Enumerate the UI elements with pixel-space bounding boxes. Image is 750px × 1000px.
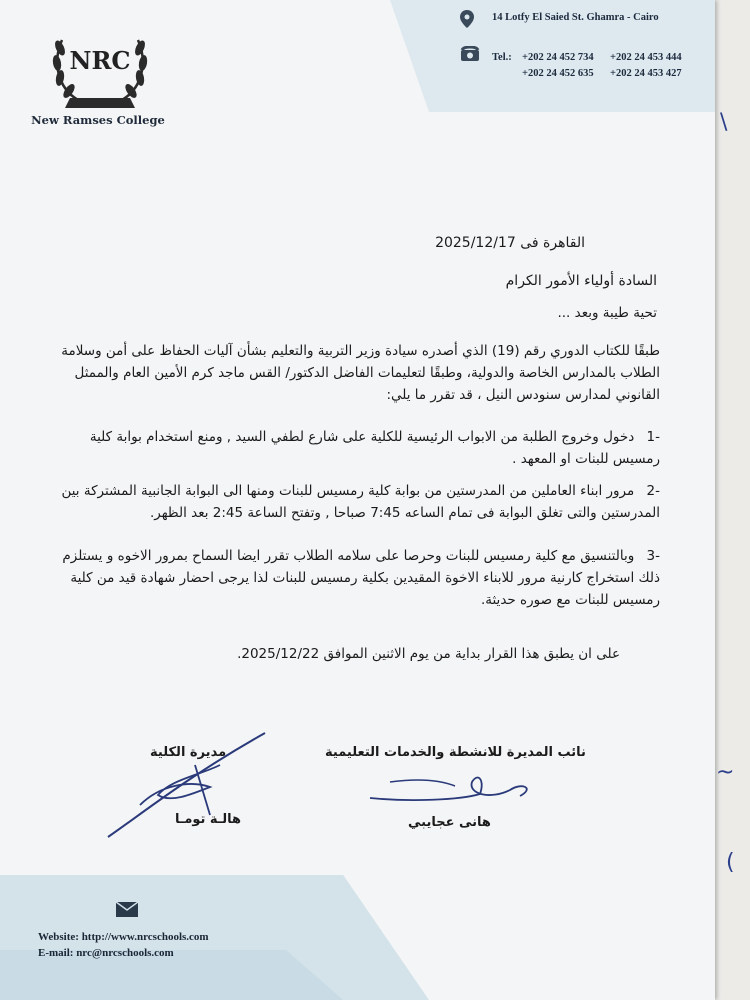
principal-name: هالـة تومـا <box>175 812 242 827</box>
telephone-icon <box>460 46 480 62</box>
phone-number: +202 24 452 635 <box>522 68 594 79</box>
college-name: New Ramses College <box>31 113 165 127</box>
item-text: وبالتنسيق مع كلية رمسيس للبنات وحرصا على سلامه الطلاب تقرر ايضا السماح بمرور الاخوه و يستلزم ذلك استخراج كارنية مرور للابناء الاخوة المقيدين بكلية رمسيس للبنات لذا يرجى احضار شهادة قيد من كلية رمسيس للبنات مع صوره حديثة. <box>62 548 660 608</box>
principal-signature <box>100 725 275 845</box>
item-number: -1 <box>646 429 660 445</box>
phone-number: +202 24 453 444 <box>610 52 682 63</box>
envelope-icon <box>116 902 138 917</box>
handwriting-mark: ~ <box>716 760 735 785</box>
greeting: تحية طيبة وبعد ... <box>557 305 657 321</box>
letter-date: القاهرة فى 2025/12/17 <box>435 235 585 251</box>
item-number: -3 <box>646 548 660 564</box>
tel-label: Tel.: <box>492 52 512 63</box>
item-text: دخول وخروج الطلبة من الابواب الرئيسية للكلية على شارع لطفي السيد , ومنع استخدام بوابة كلية رمسيس للبنات او المعهد . <box>89 429 660 467</box>
salutation: السادة أولياء الأمور الكرام <box>505 273 657 289</box>
list-item <box>55 545 660 611</box>
list-item <box>55 426 660 470</box>
closing-line: على ان يطبق هذا القرار بداية من يوم الاثنين الموافق 2025/12/22. <box>237 646 620 662</box>
location-pin-icon <box>460 10 474 28</box>
handwriting-mark: \ <box>720 110 728 135</box>
address: 14 Lotfy El Saied St. Ghamra - Cairo <box>492 12 659 23</box>
phone-number: +202 24 452 734 <box>522 52 594 63</box>
logo-text: NRC <box>69 46 131 75</box>
item-number: -2 <box>646 483 660 499</box>
email: E-mail: nrc@nrcschools.com <box>38 947 174 959</box>
phone-number: +202 24 453 427 <box>610 68 682 79</box>
vice-principal-signature <box>360 760 540 815</box>
vice-principal-title: نائب المديرة للانشطة والخدمات التعليمية <box>325 745 586 760</box>
principal-title: مديرة الكلية <box>150 745 227 760</box>
handwriting-mark: ( <box>726 850 735 875</box>
intro-paragraph: طبقًا للكتاب الدوري رقم (19) الذي أصدره سيادة وزير التربية والتعليم بشأن آليات الحفاظ على أمن وسلامة الطلاب بالمدارس الخاصة والدولية، وطبقًا لتعليمات الفاضل الدكتور/ القس ماجد كرم الأمين العام والممثل القانوني لمدارس سنودس النيل ، قد تقرر ما يلي: <box>61 343 660 403</box>
item-text: مرور ابناء العاملين من المدرستين من بوابة كلية رمسيس للبنات ومنها الى البوابة الجانبية المشتركة بين المدرستين والتى تغلق البوابة فى تمام الساعه 7:45 صباحا , وتفتح الساعة 2:45 بعد الظهر. <box>61 483 660 521</box>
college-logo <box>40 18 160 113</box>
website: Website: http://www.nrcschools.com <box>38 931 209 943</box>
vice-principal-name: هانى عجايبي <box>408 815 491 830</box>
list-item <box>55 480 660 524</box>
